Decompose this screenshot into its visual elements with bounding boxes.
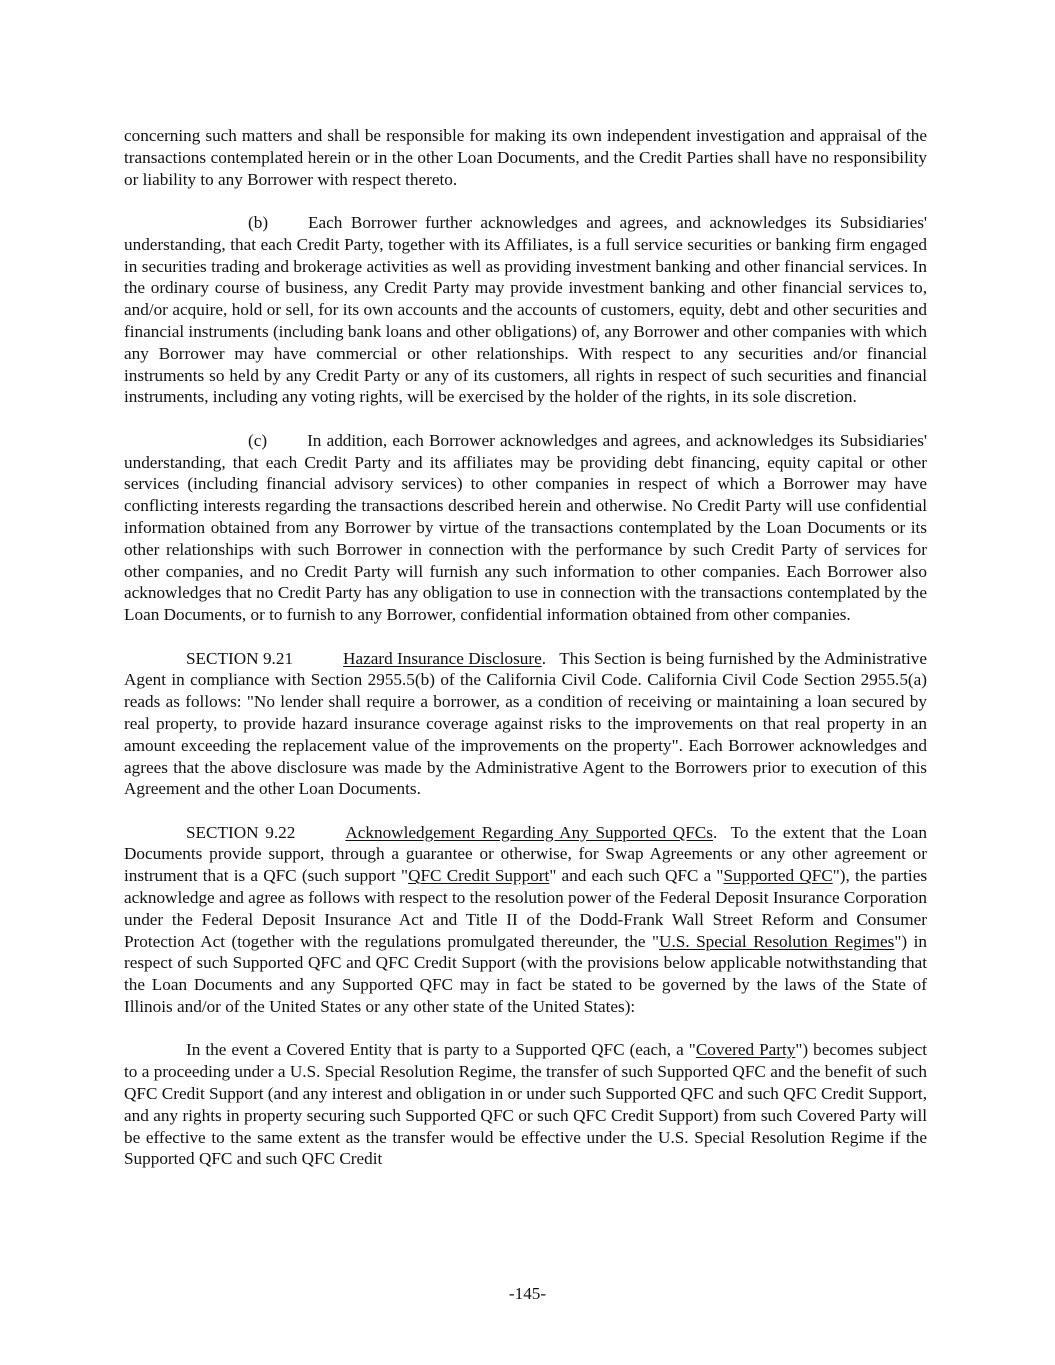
paragraph-continuation: [124, 125, 927, 190]
section-number: SECTION 9.22: [186, 822, 296, 842]
paragraph-b: [124, 212, 927, 408]
section-heading: Acknowledgement Regarding Any Supported QFCs: [345, 822, 713, 842]
defined-term-supported-qfc: Supported QFC: [723, 866, 833, 886]
paragraph-label: (c): [248, 430, 268, 450]
paragraph-covered-party: [124, 1039, 927, 1170]
section-9-22: [124, 822, 927, 1018]
paragraph-text: In addition, each Borrower acknowledges and agrees, and acknowledges its Subsidiaries' understanding, that each Credit Party and its affiliates may be providing debt financing, equity capital or other services (including financial advisory services) to other companies in respect of which a Borrower may have conflicting interests regarding the transactions described herein and otherwise. No Credit Party will use confidential information obtained from any Borrower by virtue of the transactions contemplated by the Loan Documents or its other relationships with such Borrower in connection with the performance by such Credit Party of services for other companies, and no Credit Party will furnish any such information to other companies. Each Borrower also acknowledges that no Credit Party has any obligation to use in connection with the transactions contemplated by the Loan Documents, or to furnish to any Borrower, confidential information obtained from other companies.: [124, 430, 927, 625]
section-text: "), the parties acknowledge and agree as follows with respect to the resolution power of the Federal Deposit Insurance Corporation under the Federal Deposit Insurance Act and Title II of the Dodd-Frank Wall Street Reform and Consumer Protection Act (together with the regulations promulgated thereunder, the ": [124, 866, 928, 951]
heading-punctuation: .: [712, 822, 718, 842]
section-text: To the extent that the Loan Documents provide support, through a guarantee or otherwise, for Swap Agreements or any other agreement or instrument that is a QFC (such support ": [124, 822, 927, 886]
defined-term-covered-party: Covered Party: [695, 1040, 796, 1060]
paragraph-label: (b): [248, 212, 269, 232]
paragraph-c: [124, 430, 927, 626]
heading-punctuation: .: [541, 648, 547, 668]
paragraph-text: concerning such matters and shall be responsible for making its own independent investigation and appraisal of the transactions contemplated herein or in the other Loan Documents, and the Credit Parties shall have no responsibility or liability to any Borrower with respect thereto.: [124, 126, 927, 189]
section-number: SECTION 9.21: [186, 648, 294, 668]
page-number: -145-: [508, 1284, 547, 1303]
section-heading: Hazard Insurance Disclosure: [343, 648, 542, 668]
paragraph-text: In the event a Covered Entity that is party to a Supported QFC (each, a ": [186, 1040, 696, 1060]
defined-term-us-special-resolution-regimes: U.S. Special Resolution Regimes: [659, 931, 895, 951]
paragraph-text: Each Borrower further acknowledges and agrees, and acknowledges its Subsidiaries' understanding, that each Credit Party, together with its Affiliates, is a full service securities or banking firm engaged in securities trading and brokerage activities as well as providing investment banking and other financial services. In the ordinary course of business, any Credit Party may provide investment banking and other financial services to, and/or acquire, hold or sell, for its own accounts and the accounts of customers, equity, debt and other securities and financial instruments (including bank loans and other obligations) of, any Borrower and other companies with which any Borrower may have commercial or other relationships. With respect to any securities and/or financial instruments so held by any Credit Party or any of its customers, all rights in respect of such securities and financial instruments, including any voting rights, will be exercised by the holder of the rights, in its sole discretion.: [124, 212, 927, 407]
section-9-21: [124, 648, 927, 801]
section-text: This Section is being furnished by the Administrative Agent in compliance with Section 2955.5(b) of the California Civil Code. California Civil Code Section 2955.5(a) reads as follows: "No lender shall require a borrower, as a condition of receiving or maintaining a loan secured by real property, to provide hazard insurance coverage against risks to the improvements on that real property in an amount exceeding the replacement value of the improvements on the property". Each Borrower acknowledges and agrees that the above disclosure was made by the Administrative Agent to the Borrowers prior to execution of this Agreement and the other Loan Documents.: [124, 648, 927, 799]
document-body: [124, 125, 927, 1192]
defined-term-qfc-credit-support: QFC Credit Support: [408, 866, 550, 886]
section-text: " and each such QFC a ": [549, 866, 724, 886]
paragraph-text: ") becomes subject to a proceeding under a U.S. Special Resolution Regime, the transfer of such Supported QFC and the benefit of such QFC Credit Support (and any interest and obligation in or under such Supported QFC and such QFC Credit Support, and any rights in property securing such Supported QFC or such QFC Credit Support) from such Covered Party will be effective to the same extent as the transfer would be effective under the U.S. Special Resolution Regime if the Supported QFC and such QFC Credit: [124, 1040, 927, 1169]
section-text: ") in respect of such Supported QFC and QFC Credit Support (with the provisions below applicable notwithstanding that the Loan Documents and any Supported QFC may in fact be stated to be governed by the laws of the State of Illinois and/or of the United States or any other state of the United States):: [124, 931, 927, 1017]
